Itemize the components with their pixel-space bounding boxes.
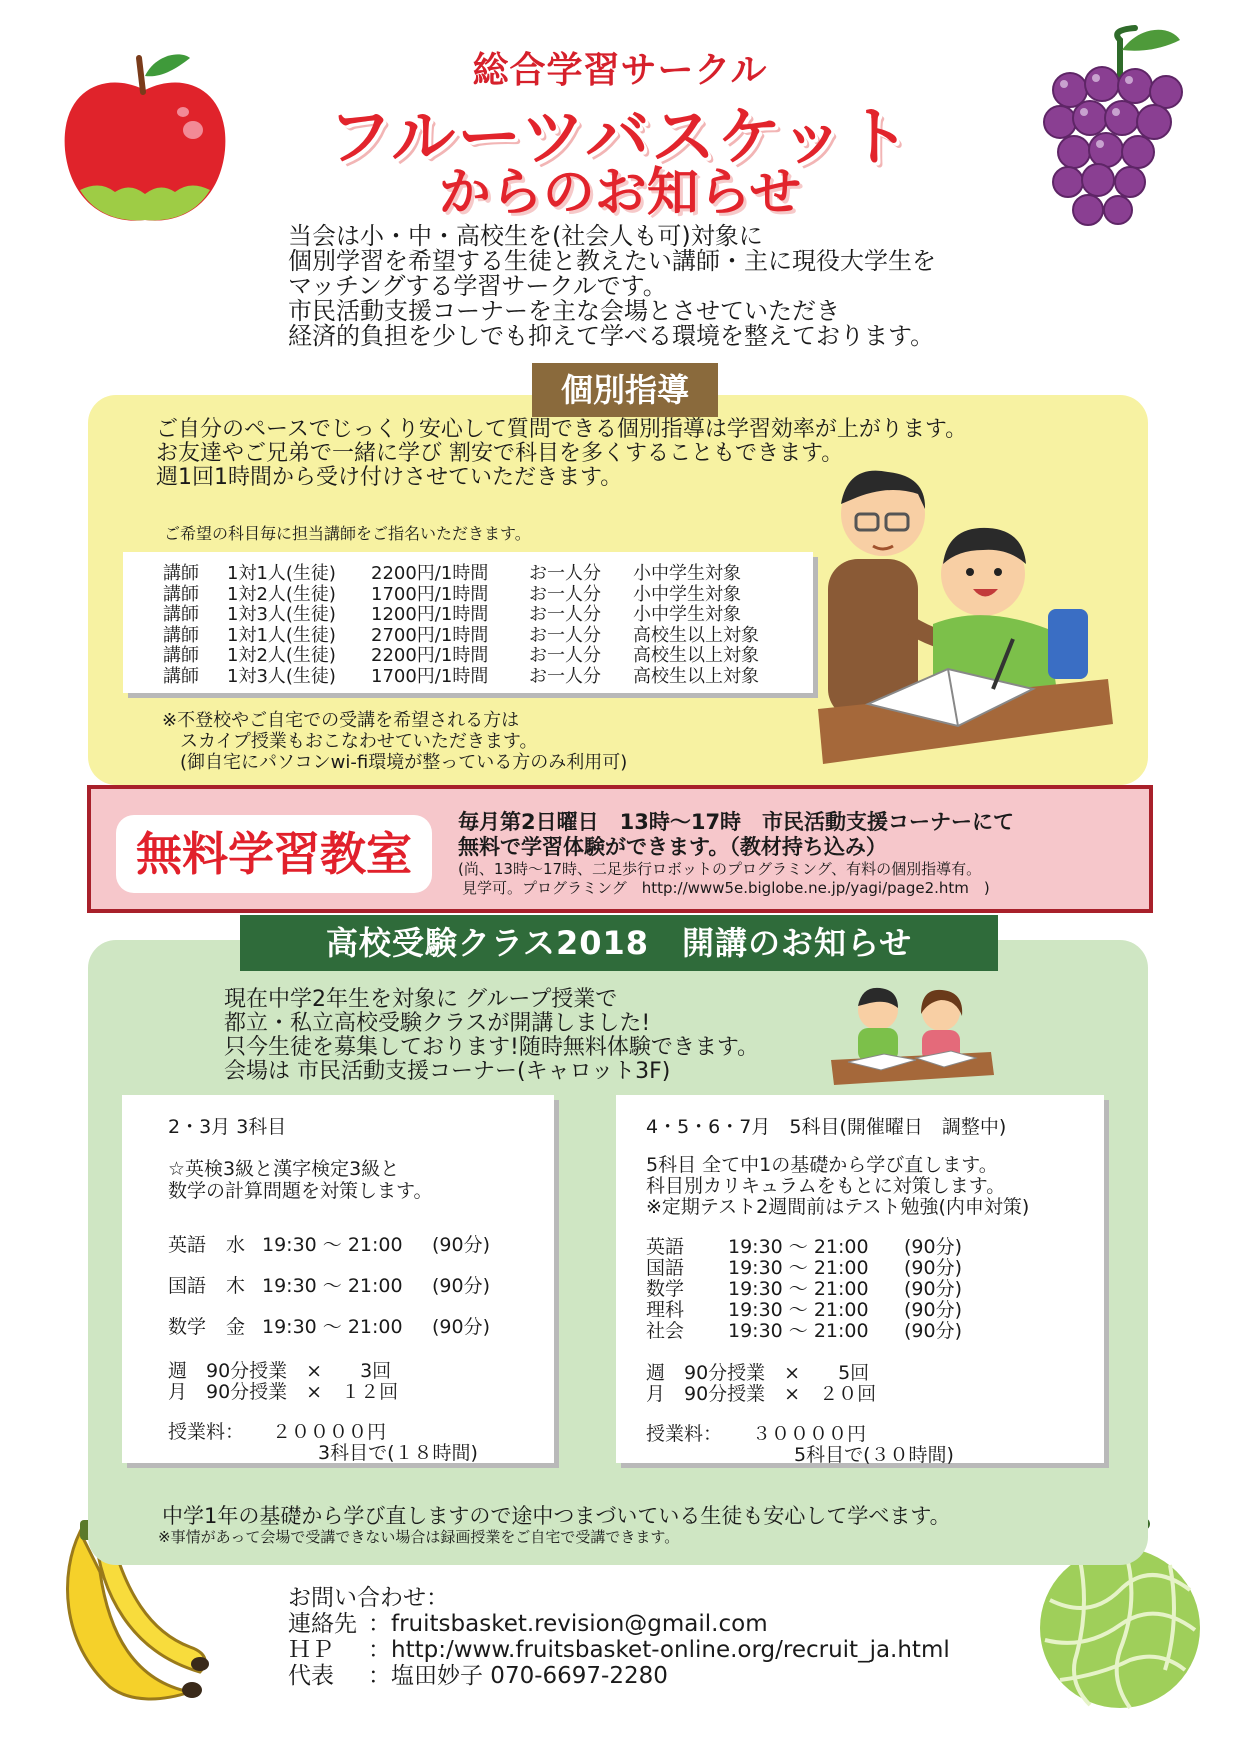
price-row: 講師 1対2人(生徒) 2200円/1時間 お一人分 高校生以上対象 bbox=[163, 645, 759, 666]
schedule-row: 英語 19:30 〜 21:00 (90分) bbox=[646, 1236, 963, 1258]
monthly-lessons: 月 90分授業 × １２回 bbox=[168, 1381, 399, 1403]
fee-note: 5科目で(３０時間) bbox=[794, 1444, 954, 1466]
weekly-lessons: 週 90分授業 × 5回 bbox=[646, 1362, 870, 1384]
fee-note: 3科目で(１８時間) bbox=[318, 1442, 478, 1464]
free-class-description: 無料で学習体験ができます。（教材持ち込み） bbox=[458, 835, 887, 859]
price-row: 講師 1対2人(生徒) 1700円/1時間 お一人分 小中学生対象 bbox=[163, 583, 741, 605]
price-row: 講師 1対1人(生徒) 2700円/1時間 お一人分 高校生以上対象 bbox=[163, 624, 759, 646]
price-table bbox=[123, 552, 813, 693]
free-class-note-link: 見学可。プログラミング http://www5e.biglobe.ne.jp/yagi/page2.htm ) bbox=[462, 879, 990, 897]
individual-heading: 個別指導 bbox=[532, 363, 718, 417]
students-illustration bbox=[826, 980, 996, 1090]
intro-line: 個別学習を希望する生徒と教えたい講師・主に現役大学生を bbox=[288, 247, 936, 275]
intro-line: マッチングする学習サークルです。 bbox=[288, 272, 667, 300]
schedule-row: 理科 19:30 〜 21:00 (90分) bbox=[646, 1299, 963, 1321]
fee-label: 授業料： bbox=[168, 1421, 245, 1443]
weekly-lessons: 週 90分授業 × 3回 bbox=[168, 1360, 392, 1382]
page-subtitle: からのお知らせ bbox=[438, 163, 802, 223]
schedule-row: 国語 木 19:30 〜 21:00 (90分) bbox=[168, 1275, 491, 1297]
fee-value: ２００００円 bbox=[272, 1421, 387, 1443]
price-row: 講師 1対3人(生徒) 1700円/1時間 お一人分 高校生以上対象 bbox=[163, 665, 759, 687]
exam-class-heading: 高校受験クラス2018 開講のお知らせ bbox=[240, 915, 998, 971]
monthly-lessons: 月 90分授業 × ２０回 bbox=[646, 1383, 877, 1405]
free-class-schedule: 毎月第2日曜日 13時〜17時 市民活動支援コーナーにて bbox=[458, 810, 1015, 834]
individual-line: ご自分のペースでじっくり安心して質問できる個別指導は学習効率が上がります。 bbox=[156, 417, 968, 442]
schedule-row: 数学 金 19:30 〜 21:00 (90分) bbox=[168, 1316, 491, 1338]
price-row: 講師 1対1人(生徒) 2200円/1時間 お一人分 小中学生対象 bbox=[163, 563, 741, 584]
free-class-note: (尚、13時〜17時、二足歩行ロボットのプログラミング、有料の個別指導有。 bbox=[458, 860, 982, 878]
card-description: 科目別カリキュラムをもとに対策します。 bbox=[646, 1175, 1006, 1197]
contact-rep-row: 代表 ：塩田妙子 070-6697-2280 bbox=[288, 1663, 668, 1689]
individual-line: お友達やご兄弟で一緒に学び 割安で科目を多くすることもできます。 bbox=[156, 441, 844, 466]
card-description: ※定期テスト2週間前はテスト勉強(内申対策) bbox=[646, 1196, 1030, 1218]
intro-line: 経済的負担を少しでも抑えて学べる環境を整えております。 bbox=[288, 322, 935, 350]
page-title: フルーツバスケット bbox=[327, 101, 913, 175]
intro-line: 市民活動支援コーナーを主な会場とさせていただき bbox=[288, 297, 840, 325]
card-period: 4・5・6・7月 5科目(開催曜日 調整中) bbox=[646, 1116, 1007, 1138]
intro-text bbox=[288, 224, 936, 349]
schedule-row: 数学 19:30 〜 21:00 (90分) bbox=[646, 1278, 963, 1300]
price-row: 講師 1対3人(生徒) 1200円/1時間 お一人分 小中学生対象 bbox=[163, 604, 741, 625]
card-description: ☆英検3級と漢字検定3級と bbox=[168, 1158, 400, 1180]
email-link[interactable]: ：fruitsbasket.revision@gmail.com bbox=[368, 1611, 768, 1637]
schedule-row: 国語 19:30 〜 21:00 (90分) bbox=[646, 1257, 963, 1279]
website-link[interactable]: ：http:/www.fruitsbasket-online.org/recruit_ja.html bbox=[368, 1637, 950, 1663]
contact-info bbox=[288, 1585, 950, 1689]
contact-heading: お問い合わせ： bbox=[288, 1585, 449, 1611]
fee-value: ３００００円 bbox=[752, 1423, 867, 1445]
teacher-selection-note: ご希望の科目毎に担当講師をご指名いただきます。 bbox=[164, 524, 531, 543]
contact-email-row: 連絡先 ：fruitsbasket.revision@gmail.com bbox=[288, 1611, 768, 1637]
online-lesson-note: ※不登校やご自宅での受講を希望される方は スカイプ授業もおこなわせていただきます。 (御自宅にパソコンwi-fi環境が整っている方のみ利用可) bbox=[162, 710, 628, 773]
card-description: 5科目 全て中1の基礎から学び直します。 bbox=[646, 1154, 998, 1176]
schedule-row: 英語 水 19:30 〜 21:00 (90分) bbox=[168, 1234, 491, 1256]
schedule-row: 社会 19:30 〜 21:00 (90分) bbox=[646, 1320, 963, 1342]
representative-phone: ：塩田妙子 070-6697-2280 bbox=[368, 1663, 668, 1689]
teacher-student-illustration bbox=[808, 464, 1123, 794]
contact-hp-row: ＨＰ ：http:/www.fruitsbasket-online.org/recruit_ja.html bbox=[288, 1637, 950, 1663]
card-period: 2・3月 3科目 bbox=[168, 1116, 287, 1138]
exam-class-card-apr-jul bbox=[616, 1095, 1104, 1466]
exam-class-text: 現在中学2年生を対象に グループ授業で 都立・私立高校受験クラスが開講しました! 只今生徒を募集しております!随時無料体験できます。 会場は 市民活動支援コーナー(キャロット3F) bbox=[224, 987, 760, 1084]
recorded-lesson-note: ※事情があって会場で受講できない場合は録画授業をご自宅で受講できます。 bbox=[158, 1528, 680, 1546]
card-description: 数学の計算問題を対策します。 bbox=[168, 1180, 433, 1202]
intro-line: 当会は小・中・高校生を(社会人も可)対象に bbox=[288, 222, 763, 250]
circle-name: 総合学習サークル bbox=[472, 50, 768, 91]
exam-class-card-feb-mar bbox=[122, 1095, 554, 1463]
fee-label: 授業料： bbox=[646, 1423, 723, 1445]
exam-class-footer: 中学1年の基礎から学び直しますので途中つまづいている生徒も安心して学べます。 bbox=[162, 1504, 951, 1528]
individual-line: 週1回1時間から受け付けさせていただきます。 bbox=[156, 465, 623, 490]
free-class-badge: 無料学習教室 bbox=[116, 815, 432, 893]
